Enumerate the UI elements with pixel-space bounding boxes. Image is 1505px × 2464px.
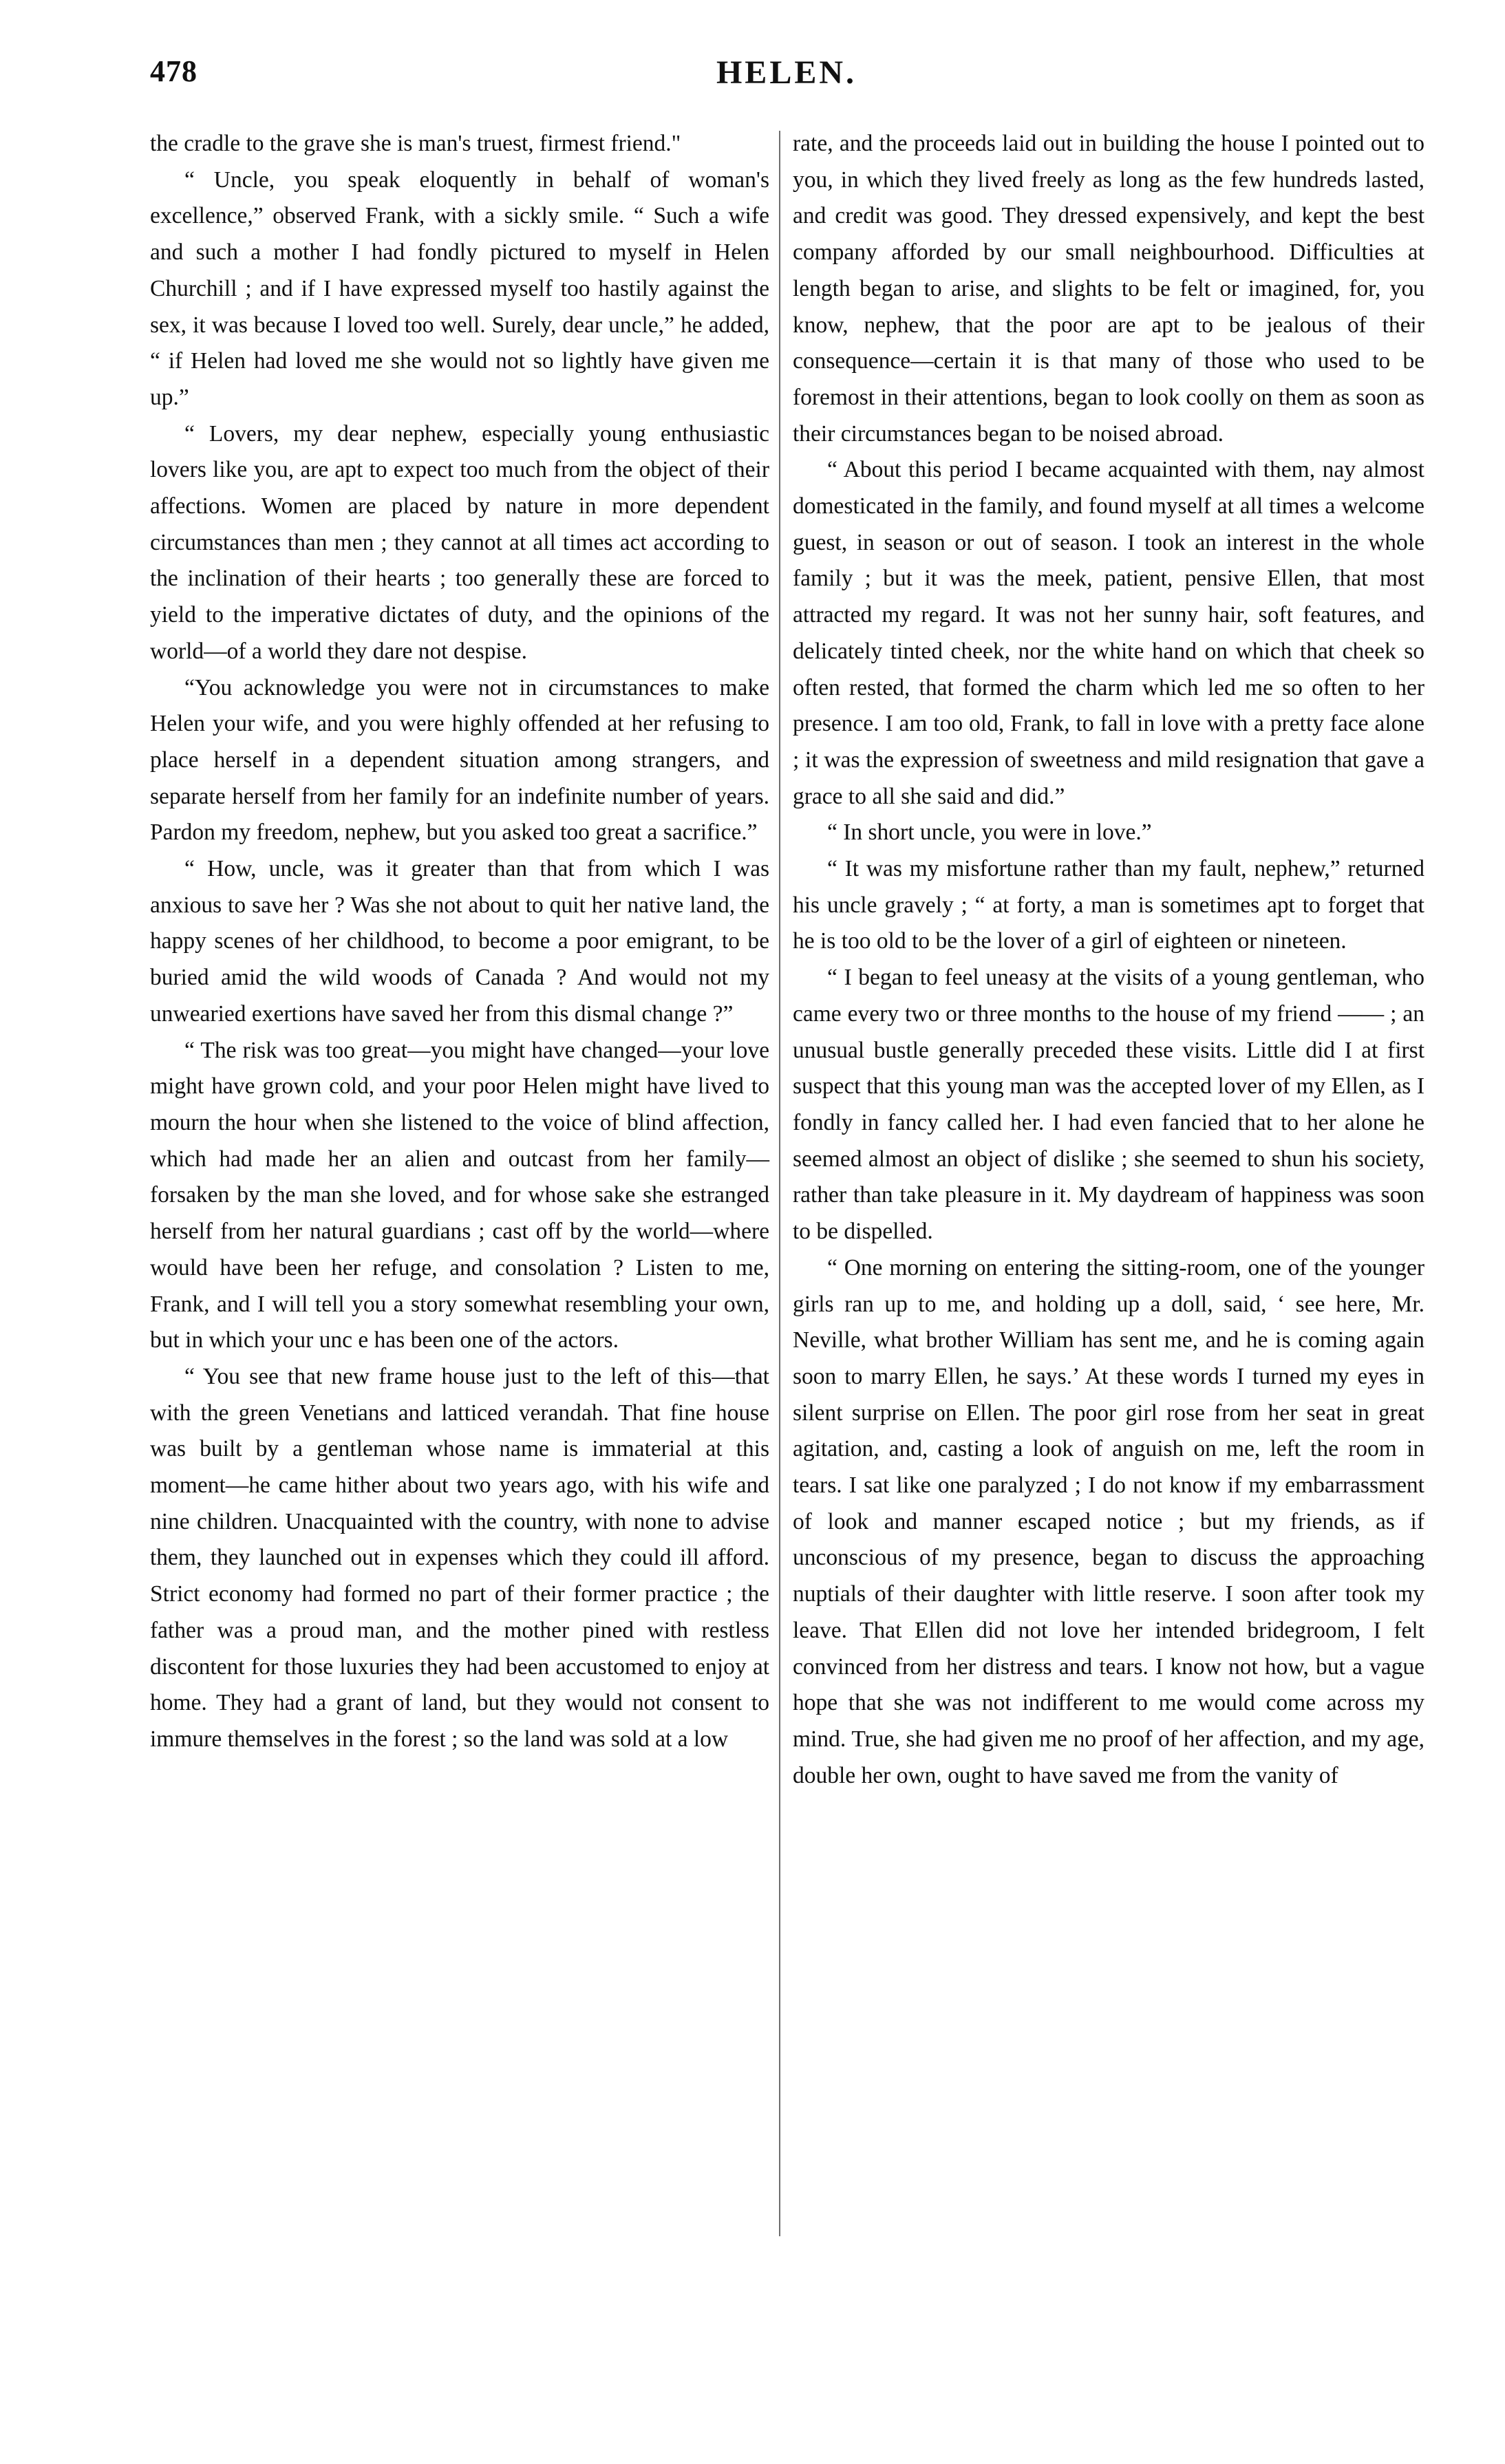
paragraph: “ I began to feel uneasy at the visits of a young gentleman, who came every two or three months to the house of my friend —— ; an unusual bustle generally preceded these visits. Little did I at first suspect that this young man was the accepted lover of my Ellen, as I fondly in fancy called her. I had even fancied that to her alone he seemed almost an object of dislike ; she seemed to shun his society, rather than take pleasure in it. My daydream of happiness was soon to be dispelled. [793,965,1424,1245]
running-head: HELEN. [716,54,857,91]
paragraph: “ Uncle, you speak eloquently in behalf of woman's excellence,” observed Frank, with a sickly smile. “ Such a wife and such a mother I had fondly pictured to myself in Helen Churchill ; and if I have expressed myself too hastily against the sex, it was because I loved too well. Surely, dear uncle,” he added, “ if Helen had loved me she would not so lightly have given me up.” [150,167,769,410]
page-header [150,54,1423,109]
paragraph: “ You see that new frame house just to the left of this—that with the green Venetians and latticed verandah. That fine house was built by a gentleman whose name is immaterial at this moment—he came hither about two years ago, with his wife and nine children. Unacquainted with the country, with none to advise them, they launched out in expenses which they could ill afford. Strict economy had formed no part of their former practice ; the father was a proud man, and the mother pined with restless discontent for those luxuries they had been accustomed to enjoy at home. They had a grant of land, but they would not consent to immure themselves in the forest ; so the land was sold at a low [150,1363,769,1752]
paragraph: “ How, uncle, was it greater than that from which I was anxious to save her ? Was she not about to quit her native land, the happy scenes of her childhood, to become a poor emigrant, to be buried amid the wild woods of Canada ? And would not my unwearied exertions have saved her from this dismal change ?” [150,856,769,1027]
paragraph: “ About this period I became acquainted with them, nay almost domesticated in the family, and found myself at all times a welcome guest, in season or out of season. I took an interest in the whole family ; but it was the meek, patient, pensive Ellen, that most attracted my regard. It was not her sunny hair, soft features, and delicately tinted cheek, nor the white hand on which that cheek so often rested, that formed the charm which led me so often to her presence. I am too old, Frank, to fall in love with a pretty face alone ; it was the expression of sweetness and mild resignation that gave a grace to all she said and did.” [793,457,1424,809]
paragraph: the cradle to the grave she is man's truest, firmest friend." [150,131,681,156]
column-divider [779,131,780,2236]
paragraph: rate, and the proceeds laid out in building the house I pointed out to you, in which they lived freely as long as the few hundreds lasted, and credit was good. They dressed expensively, and kept the best company afforded by our small neighbourhood. Difficulties at length began to arise, and slights to be felt or imagined, for, you know, nephew, that the poor are apt to be jealous of their consequence—certain it is that many of those who used to be foremost in their attentions, began to look coolly on them as soon as their circumstances began to be noised abroad. [793,131,1424,447]
paragraph: “You acknowledge you were not in circumstances to make Helen your wife, and you were highly offended at her refusing to place herself in a dependent situation among strangers, and separate herself from her family for an indefinite number of years. Pardon my freedom, nephew, but you asked too great a sacrifice.” [150,674,769,846]
paragraph: “ The risk was too great—you might have changed—your love might have grown cold, and your poor Helen might have lived to mourn the hour when she listened to the voice of blind affection, which had made her an alien and outcast from her family—forsaken by the man she loved, and for whose sake she estranged herself from her natural guardians ; cast off by the world—where would have been her refuge, and consolation ? Listen to me, Frank, and I will tell you a story somewhat resembling your own, but in which your unc e has been one of the actors. [150,1037,769,1353]
paragraph: “ It was my misfortune rather than my fault, nephew,” returned his uncle gravely ; “ at forty, a man is sometimes apt to forget that he is too old to be the lover of a girl of eighteen or nineteen. [793,856,1424,954]
right-column [793,126,1424,1794]
paragraph: “ In short uncle, you were in love.” [827,819,1152,846]
page-number: 478 [150,54,198,88]
left-column [150,126,769,1758]
paragraph: “ Lovers, my dear nephew, especially young enthusiastic lovers like you, are apt to expect too much from the object of their affections. Women are placed by nature in more dependent circumstances than men ; they cannot at all times act according to the inclination of their hearts ; too generally these are forced to yield to the imperative dictates of duty, and the opinions of the world—of a world they dare not despise. [150,420,769,664]
paragraph: “ One morning on entering the sitting-room, one of the younger girls ran up to me, and holding up a doll, said, ‘ see here, Mr. Neville, what brother William has sent me, and he is coming again soon to marry Ellen, he says.’ At these words I turned my eyes in silent surprise on Ellen. The poor girl rose from her seat in great agitation, and, casting a look of anguish on me, left the room in tears. I sat like one paralyzed ; I do not know if my embarrassment of look and manner escaped notice ; but my friends, as if unconscious of my presence, began to discuss the approaching nuptials of their daughter with little reserve. I soon after took my leave. That Ellen did not love her intended bridegroom, I felt convinced from her distress and tears. I know not how, but a vague hope that she was not indifferent to me would come across my mind. True, she had given me no proof of her affection, and my age, double her own, ought to have saved me from the vanity of [793,1254,1424,1788]
